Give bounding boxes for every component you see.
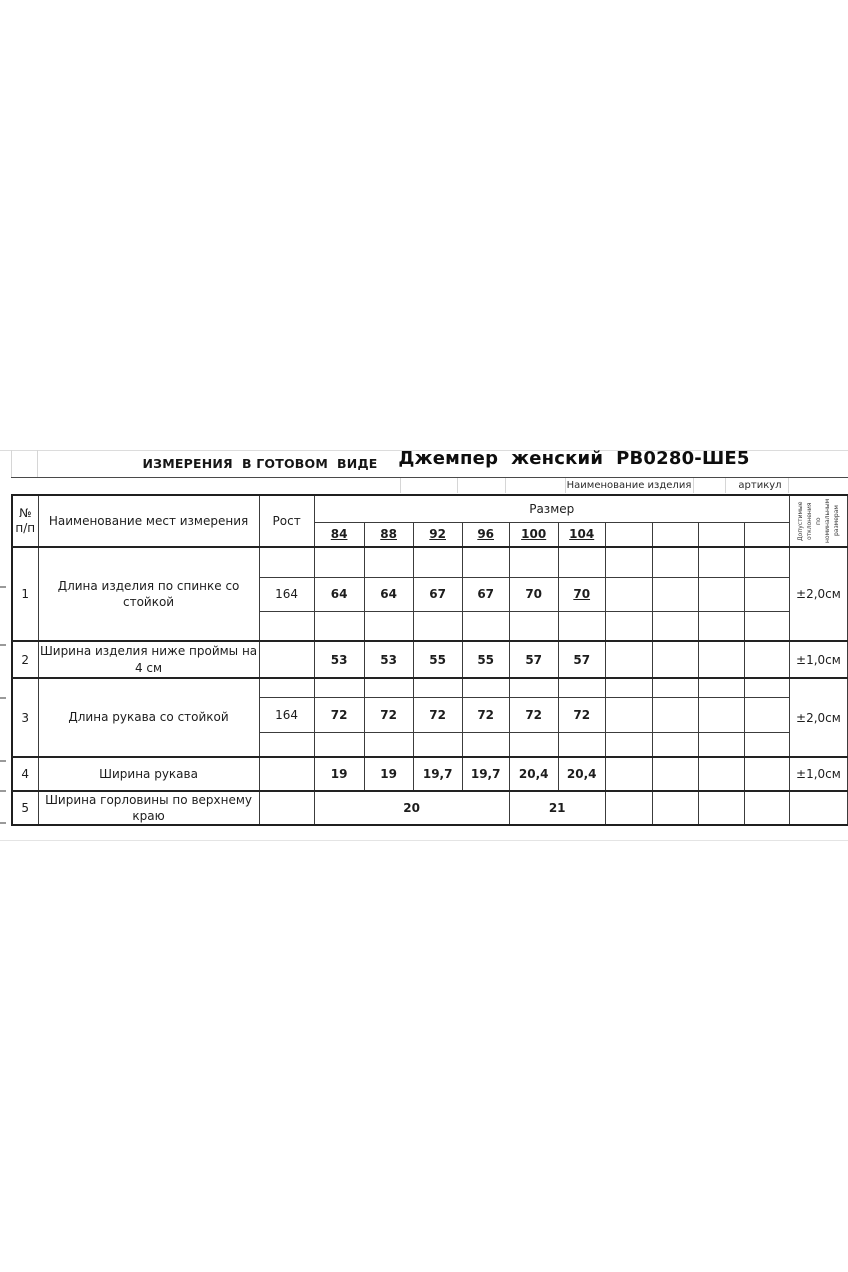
- value-cell: 19: [314, 757, 364, 791]
- value-cell: 64: [364, 577, 413, 611]
- value-cell: 67: [462, 577, 509, 611]
- measurements-table: [11, 494, 848, 826]
- value-cell: 64: [314, 577, 364, 611]
- value-cell: 19,7: [462, 757, 509, 791]
- value-cell: 72: [314, 697, 364, 732]
- product-name-label: Наименование изделия: [566, 480, 692, 491]
- value-cell: 19,7: [413, 757, 462, 791]
- left-margin-tick: [0, 586, 6, 588]
- value-cell: 72: [413, 697, 462, 732]
- value-cell: 53: [364, 641, 413, 678]
- row-number: 4: [12, 757, 38, 791]
- table-row: [12, 757, 848, 791]
- faint-gridline-v2: [37, 450, 38, 477]
- tolerance-value: ±2,0см: [789, 547, 847, 641]
- value-cell: 55: [413, 641, 462, 678]
- col-header-tolerance: [789, 495, 847, 547]
- height-value: [259, 791, 314, 825]
- merged-value-cell: 20: [314, 791, 509, 825]
- value-cell: 72: [462, 697, 509, 732]
- value-cell: 72: [509, 697, 558, 732]
- faint-gridline-v3: [400, 478, 401, 493]
- size-header-88: 88: [364, 522, 413, 547]
- value-cell: 55: [462, 641, 509, 678]
- tolerance-value: ±1,0см: [789, 641, 847, 678]
- table-row: [12, 791, 848, 825]
- measure-name: Длина изделия по спинке со стойкой: [38, 547, 259, 641]
- col-header-size-group: Размер: [314, 495, 789, 522]
- value-cell: 72: [364, 697, 413, 732]
- value-cell: 72: [558, 697, 605, 732]
- height-value: [259, 757, 314, 791]
- left-margin-tick: [0, 760, 6, 762]
- size-header-104: 104: [558, 522, 605, 547]
- measure-name: Длина рукава со стойкой: [38, 678, 259, 757]
- product-title: Джемпер женский РВ0280-ШЕ5: [398, 448, 750, 469]
- faint-gridline-v4: [457, 478, 458, 493]
- tolerance-value: ±2,0см: [789, 678, 847, 757]
- left-margin-tick: [0, 822, 6, 824]
- empty-size-header: [698, 522, 744, 547]
- value-cell: 70: [509, 577, 558, 611]
- empty-size-header: [744, 522, 789, 547]
- table-row: [12, 678, 848, 697]
- empty-size-header: [652, 522, 698, 547]
- row-number: 1: [12, 547, 38, 641]
- height-value: 164: [259, 697, 314, 732]
- size-header-84: 84: [314, 522, 364, 547]
- value-cell: 57: [558, 641, 605, 678]
- col-header-num: [12, 495, 38, 547]
- row-number: 3: [12, 678, 38, 757]
- row-number: 2: [12, 641, 38, 678]
- article-label: артикул: [738, 480, 782, 491]
- left-margin-tick: [0, 697, 6, 699]
- value-cell: 20,4: [509, 757, 558, 791]
- value-cell: 57: [509, 641, 558, 678]
- title-underline-rule: [11, 477, 848, 478]
- measure-name: Ширина изделия ниже проймы на 4 см: [38, 641, 259, 678]
- value-cell: 67: [413, 577, 462, 611]
- tolerance-value: ±1,0см: [789, 757, 847, 791]
- height-value: [259, 641, 314, 678]
- faint-gridline-v7: [693, 478, 694, 493]
- faint-gridline-v5: [505, 478, 506, 493]
- col-header-places: Наименование мест измерения: [38, 495, 259, 547]
- empty-size-header: [605, 522, 652, 547]
- col-header-num-bottom: п/п: [15, 521, 36, 535]
- table-row: [12, 641, 848, 678]
- measure-name: Ширина горловины по верхнему краю: [38, 791, 259, 825]
- left-margin-tick: [0, 644, 6, 646]
- value-cell: 20,4: [558, 757, 605, 791]
- tolerance-value: [789, 791, 847, 825]
- col-header-num-top: №: [19, 506, 32, 520]
- col-header-height: Рост: [259, 495, 314, 547]
- faint-gridline-bottom: [0, 840, 848, 841]
- row-number: 5: [12, 791, 38, 825]
- left-margin-tick: [0, 790, 6, 792]
- size-header-96: 96: [462, 522, 509, 547]
- size-header-100: 100: [509, 522, 558, 547]
- height-value: 164: [259, 577, 314, 611]
- tolerance-rotated-label: Допустимые отклонения по номинальным размерам: [796, 498, 840, 544]
- value-cell-underlined: 70: [558, 577, 605, 611]
- size-header-92: 92: [413, 522, 462, 547]
- value-cell: 53: [314, 641, 364, 678]
- value-cell: 19: [364, 757, 413, 791]
- measurements-title: ИЗМЕРЕНИЯ В ГОТОВОМ ВИДЕ: [142, 456, 378, 471]
- measure-name: Ширина рукава: [38, 757, 259, 791]
- table-row: [12, 547, 848, 577]
- merged-value-cell: 21: [509, 791, 605, 825]
- faint-gridline-v1: [11, 450, 12, 477]
